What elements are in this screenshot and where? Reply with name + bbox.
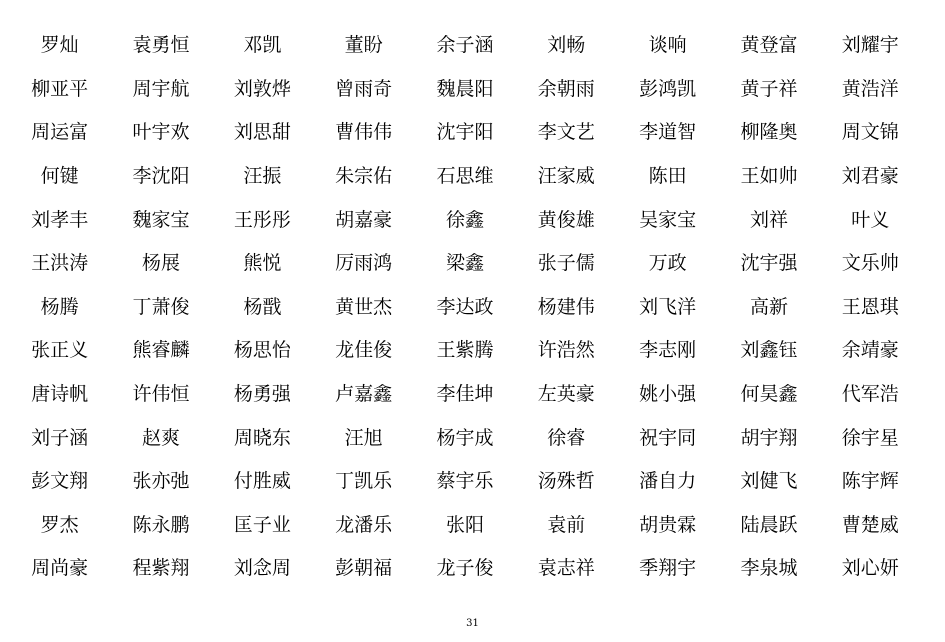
name-cell: 沈宇强 <box>740 252 798 275</box>
name-cell: 叶义 <box>851 208 890 231</box>
name-cell: 杨勇强 <box>233 383 291 406</box>
name-cell: 季翔宇 <box>639 557 697 580</box>
name-cell: 王如帅 <box>740 165 798 188</box>
name-cell: 杨展 <box>141 252 180 275</box>
name-cell: 刘思甜 <box>233 121 291 144</box>
name-cell: 杨戬 <box>243 295 282 318</box>
name-cell: 张子儒 <box>537 252 595 275</box>
name-cell: 陆晨跃 <box>740 513 798 536</box>
name-cell: 彭文翔 <box>31 470 89 493</box>
name-cell: 陈宇辉 <box>841 470 899 493</box>
name-cell: 柳亚平 <box>31 77 89 100</box>
name-cell: 胡宇翔 <box>740 426 798 449</box>
name-cell: 袁志祥 <box>537 557 595 580</box>
name-cell: 谈响 <box>648 34 687 57</box>
name-cell: 熊睿麟 <box>132 339 190 362</box>
name-cell: 龙潘乐 <box>335 513 393 536</box>
name-cell: 代军浩 <box>841 383 899 406</box>
name-cell: 吴家宝 <box>639 208 697 231</box>
name-cell: 何昊鑫 <box>740 383 798 406</box>
name-cell: 徐宇星 <box>841 426 899 449</box>
name-cell: 周尚豪 <box>31 557 89 580</box>
name-cell: 张阳 <box>445 513 484 536</box>
name-cell: 王洪涛 <box>31 252 89 275</box>
name-cell: 柳隆奥 <box>740 121 798 144</box>
name-cell: 朱宗佑 <box>335 165 393 188</box>
name-cell: 王紫腾 <box>436 339 494 362</box>
name-cell: 厉雨鸿 <box>335 252 393 275</box>
name-cell: 匡子业 <box>233 513 291 536</box>
name-cell: 许伟恒 <box>132 383 190 406</box>
name-cell: 彭鸿凯 <box>639 77 697 100</box>
name-cell: 万政 <box>648 252 687 275</box>
name-cell: 熊悦 <box>243 252 282 275</box>
name-cell: 沈宇阳 <box>436 121 494 144</box>
name-cell: 何键 <box>40 165 79 188</box>
name-cell: 程紫翔 <box>132 557 190 580</box>
name-cell: 姚小强 <box>639 383 697 406</box>
name-cell: 梁鑫 <box>445 252 484 275</box>
name-cell: 李道智 <box>639 121 697 144</box>
name-cell: 叶宇欢 <box>132 121 190 144</box>
name-cell: 曹楚威 <box>841 513 899 536</box>
name-cell: 黄俊雄 <box>537 208 595 231</box>
name-cell: 潘自力 <box>639 470 697 493</box>
name-cell: 石思维 <box>436 165 494 188</box>
name-cell: 左英豪 <box>537 383 595 406</box>
name-cell: 徐睿 <box>547 426 586 449</box>
name-cell: 杨建伟 <box>537 295 595 318</box>
name-cell: 李泉城 <box>740 557 798 580</box>
name-cell: 杨腾 <box>40 295 79 318</box>
name-cell: 杨宇成 <box>436 426 494 449</box>
name-cell: 余朝雨 <box>537 77 595 100</box>
name-cell: 刘心妍 <box>841 557 899 580</box>
name-cell: 刘敦烨 <box>233 77 291 100</box>
name-cell: 唐诗帆 <box>31 383 89 406</box>
name-cell: 龙佳俊 <box>335 339 393 362</box>
name-cell: 黄登富 <box>740 34 798 57</box>
name-cell: 袁前 <box>547 513 586 536</box>
name-cell: 付胜威 <box>233 470 291 493</box>
name-cell: 许浩然 <box>537 339 595 362</box>
page-number: 31 <box>466 618 479 629</box>
name-cell: 张正义 <box>31 339 89 362</box>
name-cell: 张亦弛 <box>132 470 190 493</box>
name-cell: 高新 <box>749 295 788 318</box>
name-cell: 赵爽 <box>141 426 180 449</box>
name-cell: 黄世杰 <box>335 295 393 318</box>
name-cell: 魏家宝 <box>132 208 190 231</box>
name-cell: 李沈阳 <box>132 165 190 188</box>
name-cell: 汪旭 <box>344 426 383 449</box>
name-cell: 刘孝丰 <box>31 208 89 231</box>
name-cell: 王恩琪 <box>841 295 899 318</box>
name-cell: 董盼 <box>344 34 383 57</box>
name-cell: 徐鑫 <box>445 208 484 231</box>
name-cell: 文乐帅 <box>841 252 899 275</box>
name-cell: 周文锦 <box>841 121 899 144</box>
name-cell: 李文艺 <box>537 121 595 144</box>
name-cell: 祝宇同 <box>639 426 697 449</box>
name-cell: 周宇航 <box>132 77 190 100</box>
name-cell: 余子涵 <box>436 34 494 57</box>
name-cell: 刘君豪 <box>841 165 899 188</box>
name-cell: 汪家威 <box>537 165 595 188</box>
name-cell: 陈永鹏 <box>132 513 190 536</box>
name-cell: 丁萧俊 <box>132 295 190 318</box>
name-cell: 王彤彤 <box>233 208 291 231</box>
name-list-grid <box>9 24 921 591</box>
name-cell: 刘子涵 <box>31 426 89 449</box>
name-cell: 刘畅 <box>547 34 586 57</box>
name-cell: 杨思怡 <box>233 339 291 362</box>
name-cell: 魏晨阳 <box>436 77 494 100</box>
name-cell: 蔡宇乐 <box>436 470 494 493</box>
name-cell: 黄浩洋 <box>841 77 899 100</box>
name-cell: 李佳坤 <box>436 383 494 406</box>
name-cell: 邓凯 <box>243 34 282 57</box>
name-cell: 曾雨奇 <box>335 77 393 100</box>
name-cell: 黄子祥 <box>740 77 798 100</box>
name-cell: 刘健飞 <box>740 470 798 493</box>
name-cell: 李志刚 <box>639 339 697 362</box>
name-cell: 刘耀宇 <box>841 34 899 57</box>
name-cell: 胡嘉豪 <box>335 208 393 231</box>
name-cell: 汤殊哲 <box>537 470 595 493</box>
name-cell: 汪振 <box>243 165 282 188</box>
name-cell: 卢嘉鑫 <box>335 383 393 406</box>
name-cell: 周运富 <box>31 121 89 144</box>
name-cell: 彭朝福 <box>335 557 393 580</box>
name-cell: 曹伟伟 <box>335 121 393 144</box>
name-cell: 刘鑫钰 <box>740 339 798 362</box>
name-cell: 刘念周 <box>233 557 291 580</box>
name-cell: 袁勇恒 <box>132 34 190 57</box>
name-cell: 周晓东 <box>233 426 291 449</box>
name-cell: 龙子俊 <box>436 557 494 580</box>
name-cell: 丁凯乐 <box>335 470 393 493</box>
name-cell: 罗杰 <box>40 513 79 536</box>
name-cell: 余靖豪 <box>841 339 899 362</box>
name-cell: 陈田 <box>648 165 687 188</box>
name-cell: 罗灿 <box>40 34 79 57</box>
name-cell: 刘祥 <box>749 208 788 231</box>
name-cell: 刘飞洋 <box>639 295 697 318</box>
name-cell: 李达政 <box>436 295 494 318</box>
name-cell: 胡贵霖 <box>639 513 697 536</box>
